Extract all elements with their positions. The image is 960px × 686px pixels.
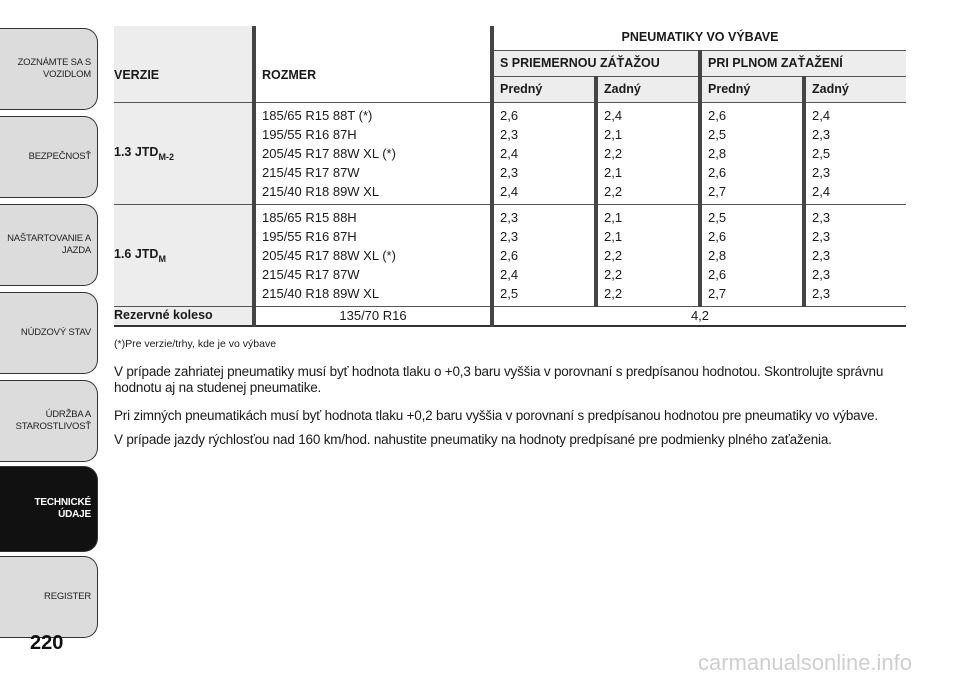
tab-maintenance[interactable]: ÚDRŽBA A STAROSTLIVOSŤ [0, 380, 98, 462]
row-avg-rear: 2,1 2,1 2,2 2,2 2,2 [596, 204, 700, 306]
spare-pressure: 4,2 [492, 306, 906, 326]
row-full-front: 2,6 2,5 2,8 2,6 2,7 [700, 102, 804, 204]
table-header-row-2 [114, 50, 906, 76]
row-sizes: 185/65 R15 88T (*) 195/55 R16 87H 205/45 R17 88W XL (*) 215/45 R17 87W 215/40 R18 89W XL [254, 102, 492, 204]
paragraph-high-speed: V prípade jazdy rýchlosťou nad 160 km/hod. nahustite pneumatiky na hodnoty predpísané pre podmienky plného zaťaženia. [114, 432, 832, 447]
row-full-front: 2,5 2,6 2,8 2,6 2,7 [700, 204, 804, 306]
table-footnote: (*)Pre verzie/trhy, kde je vo výbave [114, 338, 277, 350]
paragraph-winter-tire: Pri zimných pneumatikách musí byť hodnota tlaku +0,2 baru vyššia v porovnaní s predpísanou hodnotou pre pneumatiky vo výbave. [114, 408, 878, 423]
paragraph-hot-tire: V prípade zahriatej pneumatiky musí byť hodnota tlaku o +0,3 baru vyššia v porovnaní s predpísanou hodnotou. Skontrolujte správnu hodnotu aj na studenej pneumatike. [114, 364, 884, 395]
header-version: VERZIE [114, 50, 254, 102]
tab-safety[interactable]: BEZPEČNOSŤ [0, 116, 98, 198]
header-avg-load: S PRIEMERNOU ZÁŤAŽOU [492, 50, 700, 76]
tab-emergency[interactable]: NÚDZOVÝ STAV [0, 292, 98, 374]
row-avg-front: 2,3 2,3 2,6 2,4 2,5 [492, 204, 596, 306]
header-size: ROZMER [254, 50, 492, 102]
row-full-rear: 2,4 2,3 2,5 2,3 2,4 [804, 102, 906, 204]
row-version: 1.6 $JTD_M$ [114, 204, 254, 306]
tab-getting-to-know[interactable]: ZOZNÁMTE SA S VOZIDLOM [0, 28, 98, 110]
table-header-row-1 [114, 26, 906, 50]
header-avg-rear: Zadný [596, 76, 700, 102]
spare-size: 135/70 R16 [254, 306, 492, 326]
row-sizes: 185/65 R15 88H 195/55 R16 87H 205/45 R17 88W XL (*) 215/45 R17 87W 215/40 R18 89W XL [254, 204, 492, 306]
tire-pressure-table [114, 26, 906, 327]
spare-row [114, 306, 906, 326]
spare-label: Rezervné koleso [114, 306, 254, 326]
page-number: 220 [30, 632, 64, 654]
tab-index[interactable]: REGISTER [0, 556, 98, 638]
header-full-front: Predný [700, 76, 804, 102]
header-avg-front: Predný [492, 76, 596, 102]
watermark: carmanualsonline.info [698, 650, 913, 675]
tab-technical-data[interactable]: TECHNICKÉ ÚDAJE [0, 466, 98, 552]
table-row [114, 204, 906, 306]
group-header: PNEUMATIKY VO VÝBAVE [492, 26, 906, 50]
header-full-load: PRI PLNOM ZAŤAŽENÍ [700, 50, 906, 76]
row-full-rear: 2,3 2,3 2,3 2,3 2,3 [804, 204, 906, 306]
row-avg-front: 2,6 2,3 2,4 2,3 2,4 [492, 102, 596, 204]
header-full-rear: Zadný [804, 76, 906, 102]
row-avg-rear: 2,4 2,1 2,2 2,1 2,2 [596, 102, 700, 204]
tab-starting-driving[interactable]: NAŠTARTOVANIE A JAZDA [0, 204, 98, 286]
table-row [114, 102, 906, 204]
row-version: 1.3 $JTD_{M-2}$ [114, 102, 254, 204]
